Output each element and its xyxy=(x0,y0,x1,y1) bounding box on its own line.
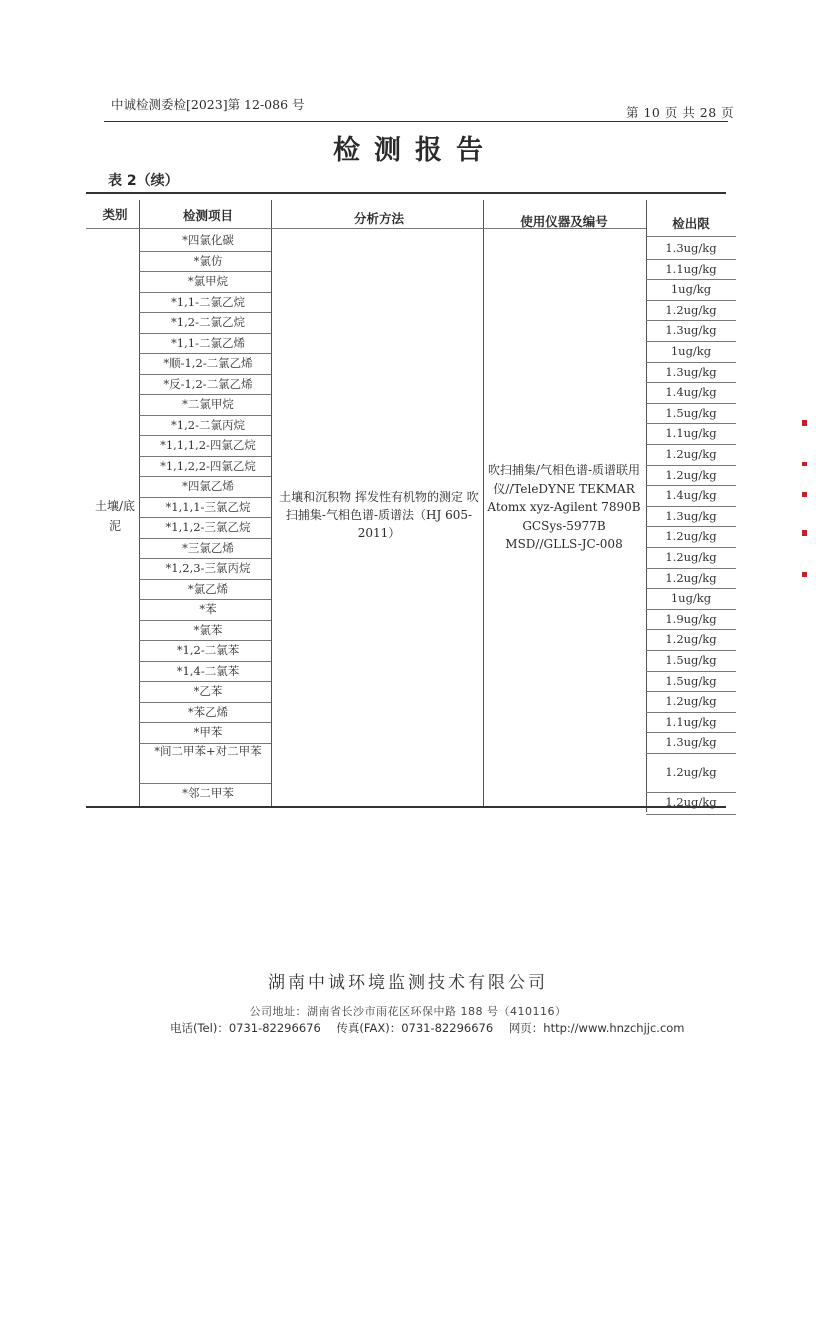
limit-row-rule xyxy=(646,485,736,486)
item-cell: *顺-1,2-二氯乙烯 xyxy=(163,356,253,370)
report-number: 中诚检测委检[2023]第 12-086 号 xyxy=(111,97,305,112)
seal-fragment xyxy=(802,572,807,577)
item-row-rule xyxy=(139,620,271,621)
website: 网页：http://www.hnzchjjc.com xyxy=(508,1021,685,1035)
item-row-rule xyxy=(139,517,271,518)
seal-fragment xyxy=(802,492,807,497)
item-cell: *甲苯 xyxy=(193,725,223,739)
limit-row-rule xyxy=(646,382,736,383)
report-title: 检测报告 xyxy=(333,135,497,166)
limit-cell: 1.2ug/kg xyxy=(665,632,717,647)
limit-row-rule xyxy=(646,362,736,363)
item-row-rule xyxy=(139,435,271,436)
item-row-rule xyxy=(139,476,271,477)
limit-row-rule xyxy=(646,691,736,692)
item-cell: *1,1,2-三氯乙烷 xyxy=(165,520,251,534)
limit-row-rule xyxy=(646,423,736,424)
header-row-rule xyxy=(86,228,646,229)
divider-2 xyxy=(271,200,272,806)
limit-cell: 1.2ug/kg xyxy=(665,302,717,317)
col-header-method: 分析方法 xyxy=(353,211,404,226)
limit-row-rule xyxy=(646,444,736,445)
item-row-rule xyxy=(139,415,271,416)
item-row-rule xyxy=(139,292,271,293)
item-row-rule xyxy=(139,353,271,354)
limit-row-rule xyxy=(646,814,736,815)
item-row-rule xyxy=(139,456,271,457)
limit-row-rule xyxy=(646,753,736,754)
company-address: 公司地址：湖南省长沙市雨花区环保中路 188 号（410116） xyxy=(249,1005,567,1018)
item-cell: *三氯乙烯 xyxy=(182,540,234,555)
item-cell: *1,2-二氯苯 xyxy=(176,643,240,657)
item-row-rule xyxy=(139,271,271,272)
col-header-item: 检测项目 xyxy=(182,208,233,223)
limit-row-rule xyxy=(646,629,736,630)
item-row-rule xyxy=(139,579,271,580)
col-header-limit: 检出限 xyxy=(672,216,710,231)
limit-cell: 1ug/kg xyxy=(670,591,712,606)
page-indicator: 第 10 页 共 28 页 xyxy=(626,105,735,120)
limit-row-rule xyxy=(646,792,736,793)
item-row-rule xyxy=(139,743,271,744)
limit-cell: 1.2ug/kg xyxy=(665,447,717,461)
limit-cell: 1.2ug/kg xyxy=(665,795,717,809)
item-row-rule xyxy=(139,538,271,539)
item-row-rule xyxy=(139,394,271,395)
item-cell: *四氯化碳 xyxy=(182,233,234,247)
limit-cell: 1.5ug/kg xyxy=(665,673,717,688)
item-cell: *邻二甲苯 xyxy=(182,785,234,800)
limit-cell: 1.2ug/kg xyxy=(665,529,717,544)
item-cell: *苯 xyxy=(199,602,217,616)
limit-row-rule xyxy=(646,588,736,589)
item-row-rule xyxy=(139,374,271,375)
item-cell: *二氯甲烷 xyxy=(182,397,234,411)
item-cell: *氯乙烯 xyxy=(187,581,229,596)
item-row-rule xyxy=(139,661,271,662)
fax: 传真(FAX)：0731-82296676 xyxy=(336,1021,494,1035)
limit-row-rule xyxy=(646,609,736,610)
item-row-rule xyxy=(139,558,271,559)
item-row-rule xyxy=(139,681,271,682)
limit-cell: 1.5ug/kg xyxy=(665,653,717,667)
item-row-rule xyxy=(139,333,271,334)
item-cell: *1,4-二氯苯 xyxy=(176,663,240,678)
item-row-rule xyxy=(139,640,271,641)
item-row-rule xyxy=(139,497,271,498)
limit-cell: 1.5ug/kg xyxy=(665,405,717,420)
item-row-rule xyxy=(139,722,271,723)
item-cell: *氯仿 xyxy=(193,253,223,268)
item-row-rule xyxy=(139,783,271,784)
limit-row-rule xyxy=(646,712,736,713)
limit-cell: 1.1ug/kg xyxy=(665,714,717,729)
item-cell: *氯苯 xyxy=(193,622,223,637)
limit-row-rule xyxy=(646,568,736,569)
item-row-rule xyxy=(139,599,271,600)
item-row-rule xyxy=(139,251,271,252)
limit-row-rule xyxy=(646,732,736,733)
col-header-instrument: 使用仪器及编号 xyxy=(520,214,608,229)
company-contact xyxy=(170,1020,697,1036)
col-header-category: 类别 xyxy=(102,207,128,222)
header-rule xyxy=(104,121,728,122)
limit-cell: 1.3ug/kg xyxy=(665,323,717,338)
limit-cell: 1.2ug/kg xyxy=(665,550,717,564)
limit-cell: 1.3ug/kg xyxy=(665,735,717,750)
category-cell: 土壤/底泥 xyxy=(94,499,136,533)
limit-cell: 1.9ug/kg xyxy=(665,611,717,626)
limit-cell: 1.1ug/kg xyxy=(665,426,717,441)
seal-fragment xyxy=(802,420,807,426)
item-row-rule xyxy=(139,312,271,313)
limit-cell: 1.3ug/kg xyxy=(665,364,717,379)
item-cell: *四氯乙烯 xyxy=(182,479,234,493)
item-cell: *乙苯 xyxy=(193,684,223,698)
company-name: 湖南中诚环境监测技术有限公司 xyxy=(268,973,548,993)
seal-fragment xyxy=(802,530,807,536)
table-bottom-rule xyxy=(86,806,726,808)
limit-cell: 1.4ug/kg xyxy=(665,488,717,503)
limit-row-rule xyxy=(646,341,736,342)
limit-row-rule xyxy=(646,279,736,280)
limit-row-rule xyxy=(646,506,736,507)
item-cell: *氯甲烷 xyxy=(187,274,229,288)
method-cell: 土壤和沉积物 挥发性有机物的测定 吹扫捕集-气相色谱-质谱法（HJ 605-2011） xyxy=(279,490,479,540)
limit-cell: 1.2ug/kg xyxy=(665,570,717,585)
item-cell: *1,1,1,2-四氯乙烷 xyxy=(160,438,256,452)
instrument-cell: 吹扫捕集/气相色谱-质谱联用仪//TeleDYNE TEKMAR Atomx xyz-Agilent 7890B GCSys-5977B MSD//GLLS-JC-008 xyxy=(487,463,641,551)
limit-cell: 1.4ug/kg xyxy=(665,385,717,400)
limit-cell: 1.2ug/kg xyxy=(665,765,717,779)
limit-row-rule xyxy=(646,671,736,672)
item-cell: *反-1,2-二氯乙烯 xyxy=(163,376,253,391)
item-cell: *1,1,1-三氯乙烷 xyxy=(165,499,251,514)
limit-row-rule xyxy=(646,526,736,527)
telephone: 电话(Tel)：0731-82296676 xyxy=(170,1021,321,1035)
item-cell: *间二甲苯+对二甲苯 xyxy=(154,743,262,758)
item-cell: *1,2-二氯丙烷 xyxy=(171,417,245,432)
item-cell: *1,1-二氯乙烯 xyxy=(171,335,245,350)
item-cell: *1,2,3-三氯丙烷 xyxy=(165,561,251,575)
limit-row-rule xyxy=(646,259,736,260)
item-cell: *苯乙烯 xyxy=(187,704,229,719)
limit-row-rule xyxy=(646,300,736,301)
limit-row-rule xyxy=(646,403,736,404)
limit-row-rule xyxy=(646,465,736,466)
seal-fragment xyxy=(802,462,807,466)
limit-cell: 1.1ug/kg xyxy=(665,261,717,276)
table-top-rule xyxy=(86,192,726,194)
limit-row-rule xyxy=(646,650,736,651)
limit-cell: 1.2ug/kg xyxy=(665,694,717,709)
header-row-rule-limit xyxy=(646,236,736,237)
limit-row-rule xyxy=(646,547,736,548)
limit-cell: 1ug/kg xyxy=(670,344,712,358)
item-row-rule xyxy=(139,702,271,703)
limit-cell: 1.2ug/kg xyxy=(665,467,717,482)
limit-cell: 1.3ug/kg xyxy=(665,508,717,523)
item-cell: *1,1,2,2-四氯乙烷 xyxy=(160,458,256,473)
limit-cell: 1ug/kg xyxy=(670,282,712,297)
limit-cell: 1.3ug/kg xyxy=(665,241,717,255)
table-caption: 表 2（续） xyxy=(108,173,179,189)
item-cell: *1,1-二氯乙烷 xyxy=(171,294,245,309)
limit-row-rule xyxy=(646,320,736,321)
item-cell: *1,2-二氯乙烷 xyxy=(171,315,245,329)
